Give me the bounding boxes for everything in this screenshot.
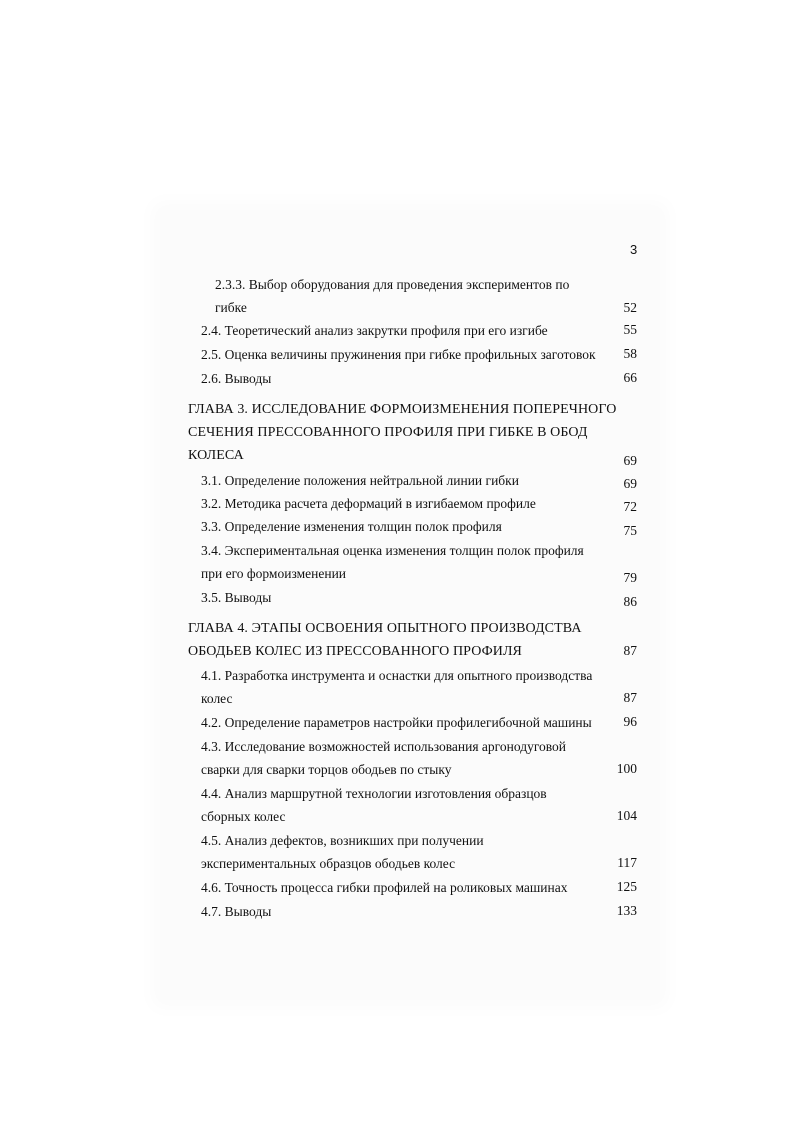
toc-entry-text: 2.3.3. Выбор оборудования для проведения экспериментов по (215, 277, 570, 292)
toc-entry-page: 96 (623, 714, 637, 729)
toc-entry-page: 58 (623, 346, 637, 361)
toc-entry-page: 55 (623, 322, 637, 337)
page-number: 3 (630, 242, 638, 257)
toc-entry-page: 100 (616, 761, 637, 776)
toc-entry-text: сборных колес (201, 809, 286, 824)
toc-entry-text: 2.4. Теоретический анализ закрутки профиля при его изгибе (201, 323, 548, 338)
toc-entry-text: 4.3. Исследование возможностей использования аргонодуговой (201, 739, 567, 754)
toc-entry-text: 4.1. Разработка инструмента и оснастки для опытного производства (201, 668, 593, 683)
toc-entry-text: 2.6. Выводы (201, 371, 272, 386)
toc-entry-page: 69 (623, 476, 637, 491)
toc-entry-text: при его формоизменении (201, 566, 347, 581)
toc-entry-page: 52 (623, 300, 637, 315)
toc-entry-text: 3.3. Определение изменения толщин полок профиля (201, 519, 502, 534)
toc-entry-text: 4.7. Выводы (201, 904, 272, 919)
toc-chapter-heading: ГЛАВА 3. ИССЛЕДОВАНИЕ ФОРМОИЗМЕНЕНИЯ ПОПЕРЕЧНОГО (188, 402, 617, 417)
toc-entry-text: 4.4. Анализ маршрутной технологии изготовления образцов (201, 786, 547, 801)
toc-entry-text: 4.5. Анализ дефектов, возникших при получении (201, 833, 484, 848)
toc-entry-page: 125 (616, 879, 637, 894)
toc-entry-text: 4.2. Определение параметров настройки профилегибочной машины (201, 715, 592, 730)
toc-entry-page: 133 (616, 903, 637, 918)
toc-entry-text: 4.6. Точность процесса гибки профилей на роликовых машинах (201, 880, 568, 895)
toc-entry-text: гибке (215, 300, 247, 315)
toc-entry-page: 87 (623, 643, 637, 658)
toc-entry-page: 104 (616, 808, 637, 823)
toc-entry-page: 66 (623, 370, 637, 385)
toc-entry-text: 2.5. Оценка величины пружинения при гибке профильных заготовок (201, 347, 596, 362)
toc-entry-text: сварки для сварки торцов ободьев по стыку (201, 762, 452, 777)
toc-entry-page: 87 (623, 690, 637, 705)
toc-chapter-heading: СЕЧЕНИЯ ПРЕССОВАННОГО ПРОФИЛЯ ПРИ ГИБКЕ В ОБОД (188, 425, 588, 440)
toc-entry-page: 69 (623, 453, 637, 468)
toc-entry-text: колес (201, 691, 233, 706)
toc-entry-text: 3.2. Методика расчета деформаций в изгибаемом профиле (201, 496, 536, 511)
toc-entry-page: 75 (623, 523, 637, 538)
toc-entry-text: 3.5. Выводы (201, 590, 272, 605)
toc-entry-text: 3.4. Экспериментальная оценка изменения толщин полок профиля (201, 543, 584, 558)
toc-entry-text: 3.1. Определение положения нейтральной линии гибки (201, 473, 519, 488)
toc-chapter-heading: ГЛАВА 4. ЭТАПЫ ОСВОЕНИЯ ОПЫТНОГО ПРОИЗВОДСТВА (188, 621, 582, 636)
toc-entry-page: 117 (617, 855, 637, 870)
toc-entry-page: 79 (623, 570, 637, 585)
toc-entry-page: 86 (623, 594, 637, 609)
toc-chapter-heading: КОЛЕСА (188, 448, 244, 463)
toc-chapter-heading: ОБОДЬЕВ КОЛЕС ИЗ ПРЕССОВАННОГО ПРОФИЛЯ (188, 644, 522, 659)
toc-entry-text: экспериментальных образцов ободьев колес (201, 856, 456, 871)
toc-entry-page: 72 (623, 499, 637, 514)
